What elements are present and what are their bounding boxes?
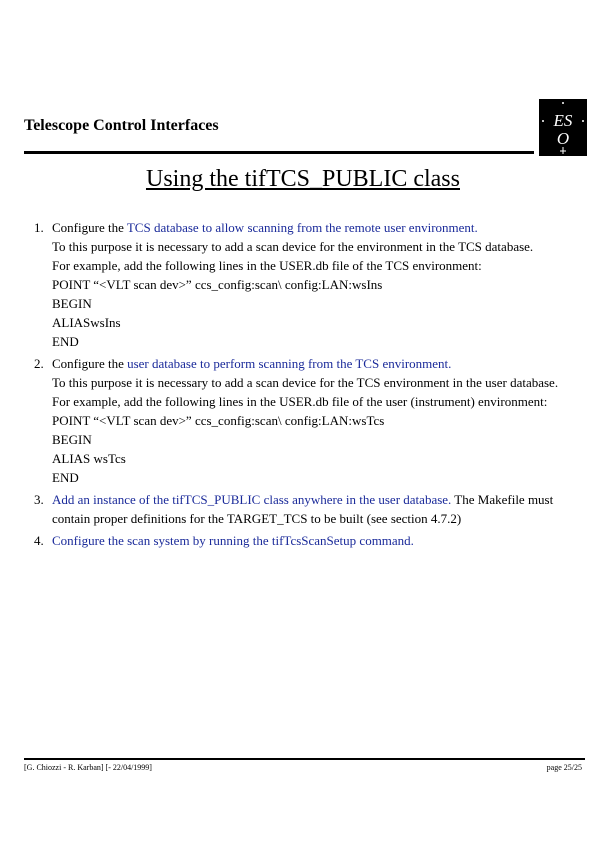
item-link[interactable]: Configure the scan system by running the tifTcsScanSetup command. (52, 533, 414, 548)
footer-page-number: page 25/25 (546, 763, 582, 772)
instruction-list (34, 218, 594, 553)
item-code-line: POINT “<VLT scan dev>” ccs_config:scan\ config:LAN:wsIns (52, 277, 383, 292)
item-line: For example, add the following lines in the USER.db file of the user (instrument) environment: (52, 394, 548, 409)
list-item-1 (34, 218, 594, 351)
footer-authors: [G. Chiozzi - R. Karban] [- 22/04/1999] (24, 763, 152, 772)
item-link[interactable]: TCS database to allow scanning from the remote user environment. (126, 220, 478, 235)
header-rule (24, 151, 534, 154)
page-title: Using the tifTCS_PUBLIC class (145, 166, 460, 192)
item-number: 1. (34, 220, 44, 235)
item-link[interactable]: Add an instance of the tifTCS_PUBLIC class anywhere in the user database. (52, 492, 452, 507)
item-code-line: BEGIN (52, 432, 92, 447)
logo-text-bottom: O (556, 129, 570, 148)
logo-text-top: ES (553, 111, 573, 130)
item-link[interactable]: user database to perform scanning from the TCS environment. (127, 356, 452, 371)
item-code-line: POINT “<VLT scan dev>” ccs_config:scan\ config:LAN:wsTcs (52, 413, 385, 428)
list-item-4 (34, 531, 594, 550)
item-number: 2. (34, 356, 44, 371)
list-item-2 (34, 354, 594, 487)
item-line: To this purpose it is necessary to add a scan device for the environment in the TCS database. (52, 239, 534, 254)
item-text: The Makefile must contain proper definitions for the TARGET_TCS to be built (see section 4.7.2) (52, 492, 554, 526)
list-item-3 (34, 490, 594, 528)
item-code-line: BEGIN (52, 296, 92, 311)
item-line: For example, add the following lines in the USER.db file of the TCS environment: (52, 258, 482, 273)
item-code-line: ALIAS wsTcs (52, 451, 126, 466)
item-line: To this purpose it is necessary to add a scan device for the TCS environment in the user database. (52, 375, 559, 390)
item-number: 3. (34, 492, 44, 507)
eso-logo (539, 99, 587, 156)
item-intro-text: Configure the (52, 356, 128, 371)
item-intro-text: Configure the (52, 220, 127, 235)
item-code-line: END (52, 334, 79, 349)
footer-rule (24, 758, 585, 760)
item-code-line: END (52, 470, 79, 485)
header-title: Telescope Control Interfaces (24, 117, 219, 134)
item-number: 4. (34, 533, 44, 548)
item-code-line: ALIASwsIns (52, 315, 121, 330)
